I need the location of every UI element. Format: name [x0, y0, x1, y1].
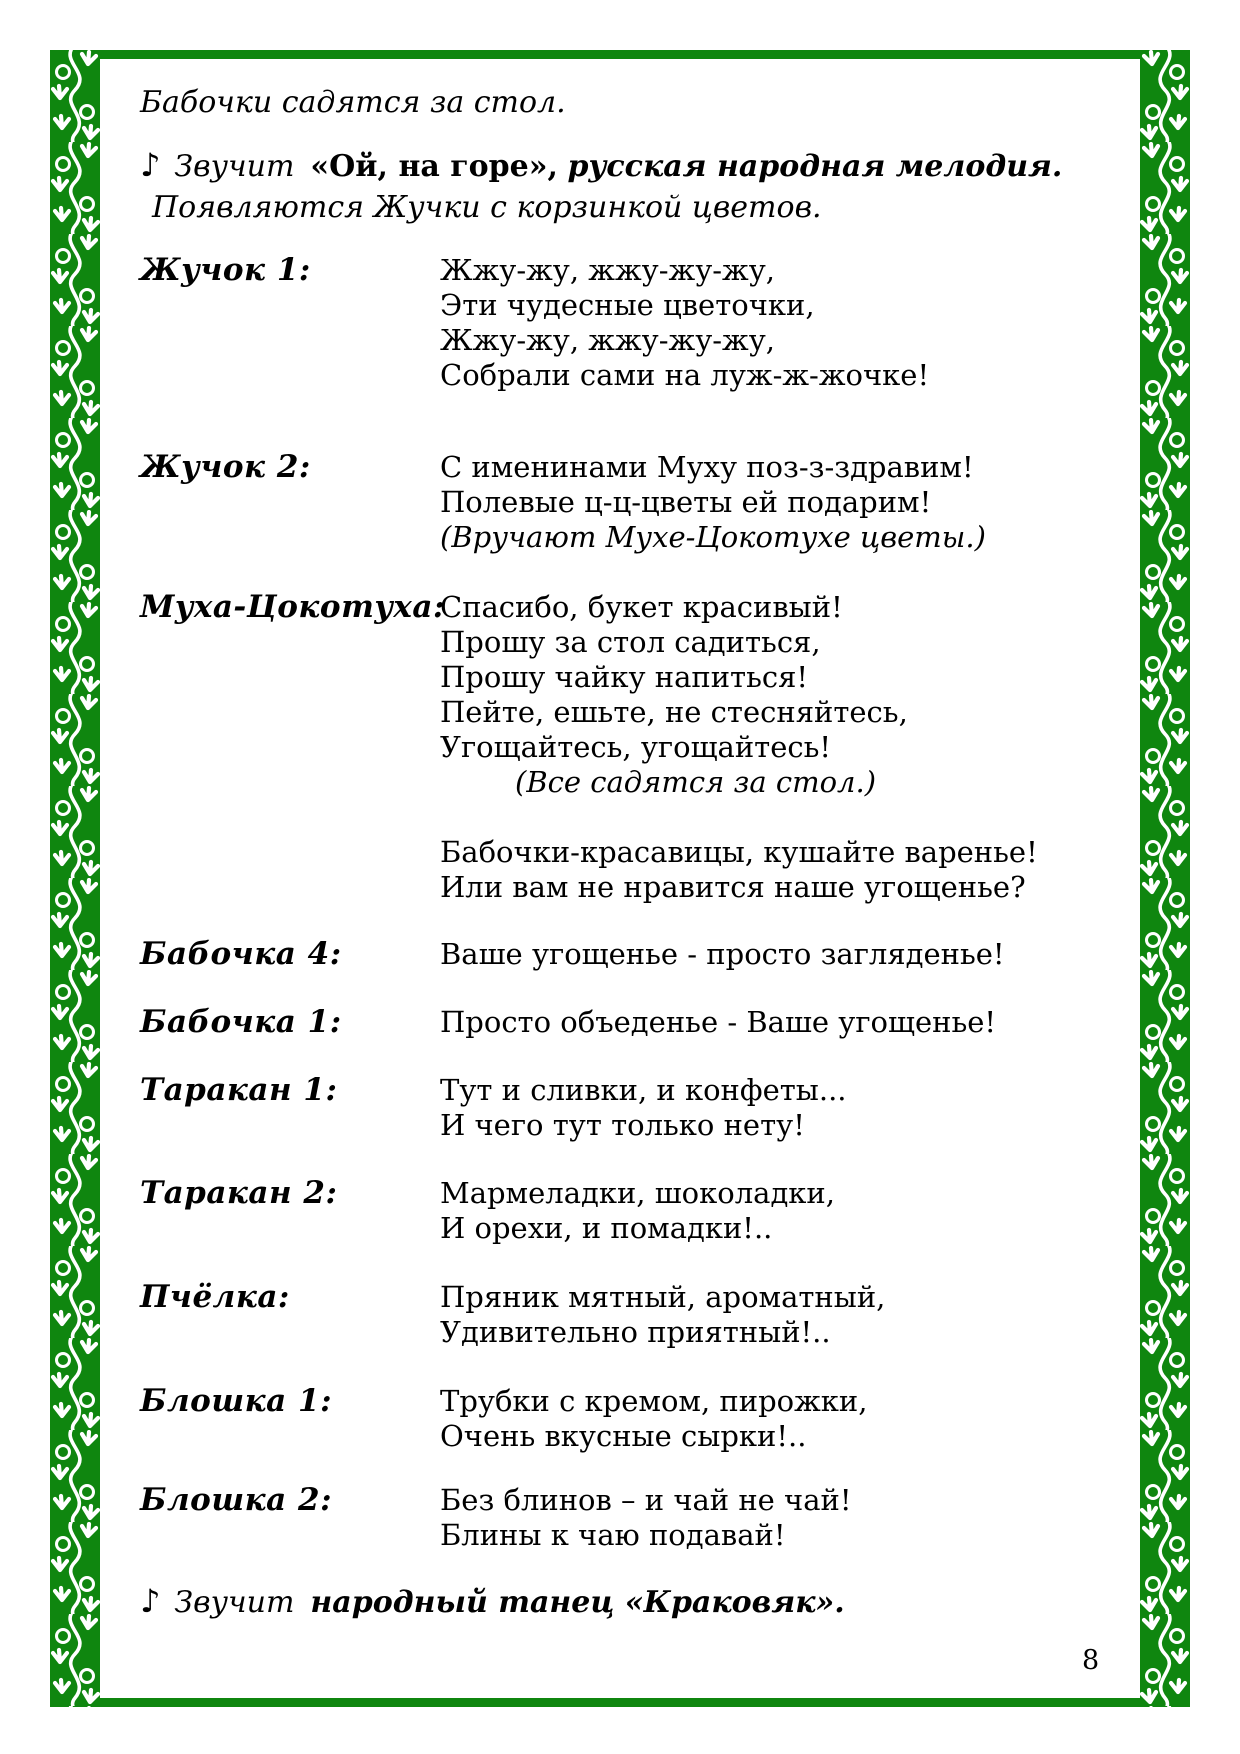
- dialogue-line: Трубки с кремом, пирожки,: [440, 1384, 868, 1418]
- dialogue-line: Пряник мятный, ароматный,: [440, 1280, 886, 1314]
- speaker-label: Жучок 2:: [140, 449, 311, 485]
- blank-line: [440, 800, 1136, 835]
- page-number: 8: [1082, 1645, 1100, 1676]
- dialogue-line: Очень вкусные сырки!..: [440, 1419, 807, 1453]
- music-cue-word: Звучит: [174, 1585, 295, 1620]
- dialogue-line: Прошу чайку напиться!: [440, 660, 809, 694]
- speaker-label: Блошка 2:: [140, 1482, 333, 1518]
- dialogue-line: Ваше угощенье - просто загляденье!: [440, 937, 1005, 971]
- dialogue-line: Просто объеденье - Ваше угощенье!: [440, 1005, 997, 1039]
- dialogue-line: Без блинов – и чай не чай!: [440, 1483, 852, 1517]
- dialogue-line: Прошу за стол садиться,: [440, 625, 821, 659]
- music-cue-description: русская народная мелодия.: [567, 149, 1063, 184]
- cue-zhuchok-2: [140, 450, 1136, 555]
- dialogue-line: Пейте, ешьте, не стесняйтесь,: [440, 695, 908, 729]
- speaker-label: Бабочка 4:: [140, 936, 342, 972]
- cue-pchyolka: [140, 1280, 1136, 1350]
- right-ornament-band: [1140, 50, 1190, 1707]
- speaker-label: Таракан 1:: [140, 1072, 338, 1108]
- stage-direction-line: (Вручают Мухе-Цокотухе цветы.): [440, 520, 986, 554]
- cue-mukha-tsokotukha: [140, 590, 1136, 905]
- dialogue-line: Или вам не нравится наше угощенье?: [440, 870, 1026, 904]
- cue-bloshka-1: [140, 1384, 1136, 1454]
- stage-direction: Появляются Жучки с корзинкой цветов.: [152, 190, 822, 225]
- speaker-label: Блошка 1:: [140, 1383, 333, 1419]
- music-note-icon: ♪: [140, 146, 161, 184]
- dialogue-line: Жжу-жу, жжу-жу-жу,: [440, 323, 776, 357]
- stage-direction-line: (Все садятся за стол.): [515, 765, 877, 799]
- dialogue-line: Спасибо, букет красивый!: [440, 590, 843, 624]
- dialogue-line: И орехи, и помадки!..: [440, 1211, 773, 1245]
- cue-bloshka-2: [140, 1483, 1136, 1553]
- music-note-icon: ♪: [140, 1582, 161, 1620]
- cue-tarakan-1: [140, 1073, 1136, 1143]
- dialogue-line: Угощайтесь, угощайтесь!: [440, 730, 832, 764]
- dialogue-line: Тут и сливки, и конфеты...: [440, 1073, 847, 1107]
- music-cue-bottom: [140, 1583, 1136, 1621]
- cue-zhuchok-1: [140, 253, 1136, 393]
- cue-tarakan-2: [140, 1176, 1136, 1246]
- dialogue-line: Бабочки-красавицы, кушайте варенье!: [440, 835, 1038, 869]
- opening-stage-direction: Бабочки садятся за стол.: [140, 85, 566, 120]
- dialogue-line: Эти чудесные цветочки,: [440, 288, 815, 322]
- dialogue-line: Мармеладки, шоколадки,: [440, 1176, 835, 1210]
- speaker-label: Бабочка 1:: [140, 1004, 342, 1040]
- dialogue-line: Собрали сами на луж-ж-жочке!: [440, 358, 930, 392]
- cue-babochka-1: [140, 1005, 1136, 1040]
- music-cue-word: Звучит: [174, 149, 295, 184]
- dialogue-line: С именинами Муху поз-з-здравим!: [440, 450, 974, 484]
- speaker-label: Пчёлка:: [140, 1279, 290, 1315]
- music-cue-description: народный танец «Краковяк».: [310, 1585, 845, 1620]
- cue-babochka-4: [140, 937, 1136, 972]
- dialogue-line: Блины к чаю подавай!: [440, 1518, 786, 1552]
- dialogue-line: Полевые ц-ц-цветы ей подарим!: [440, 485, 932, 519]
- speaker-label: Муха-Цокотуха:: [140, 589, 445, 625]
- dialogue-line: Удивительно приятный!..: [440, 1315, 831, 1349]
- dialogue-line: И чего тут только нету!: [440, 1108, 805, 1142]
- left-ornament-band: [50, 50, 100, 1707]
- speaker-label: Жучок 1:: [140, 252, 311, 288]
- top-border-bar: [100, 50, 1140, 59]
- bottom-border-bar: [100, 1698, 1140, 1707]
- speaker-label: Таракан 2:: [140, 1175, 338, 1211]
- music-cue-top: [140, 147, 1136, 185]
- music-cue-title: «Ой, на горе»,: [310, 149, 558, 184]
- dialogue-line: Жжу-жу, жжу-жу-жу,: [440, 253, 776, 287]
